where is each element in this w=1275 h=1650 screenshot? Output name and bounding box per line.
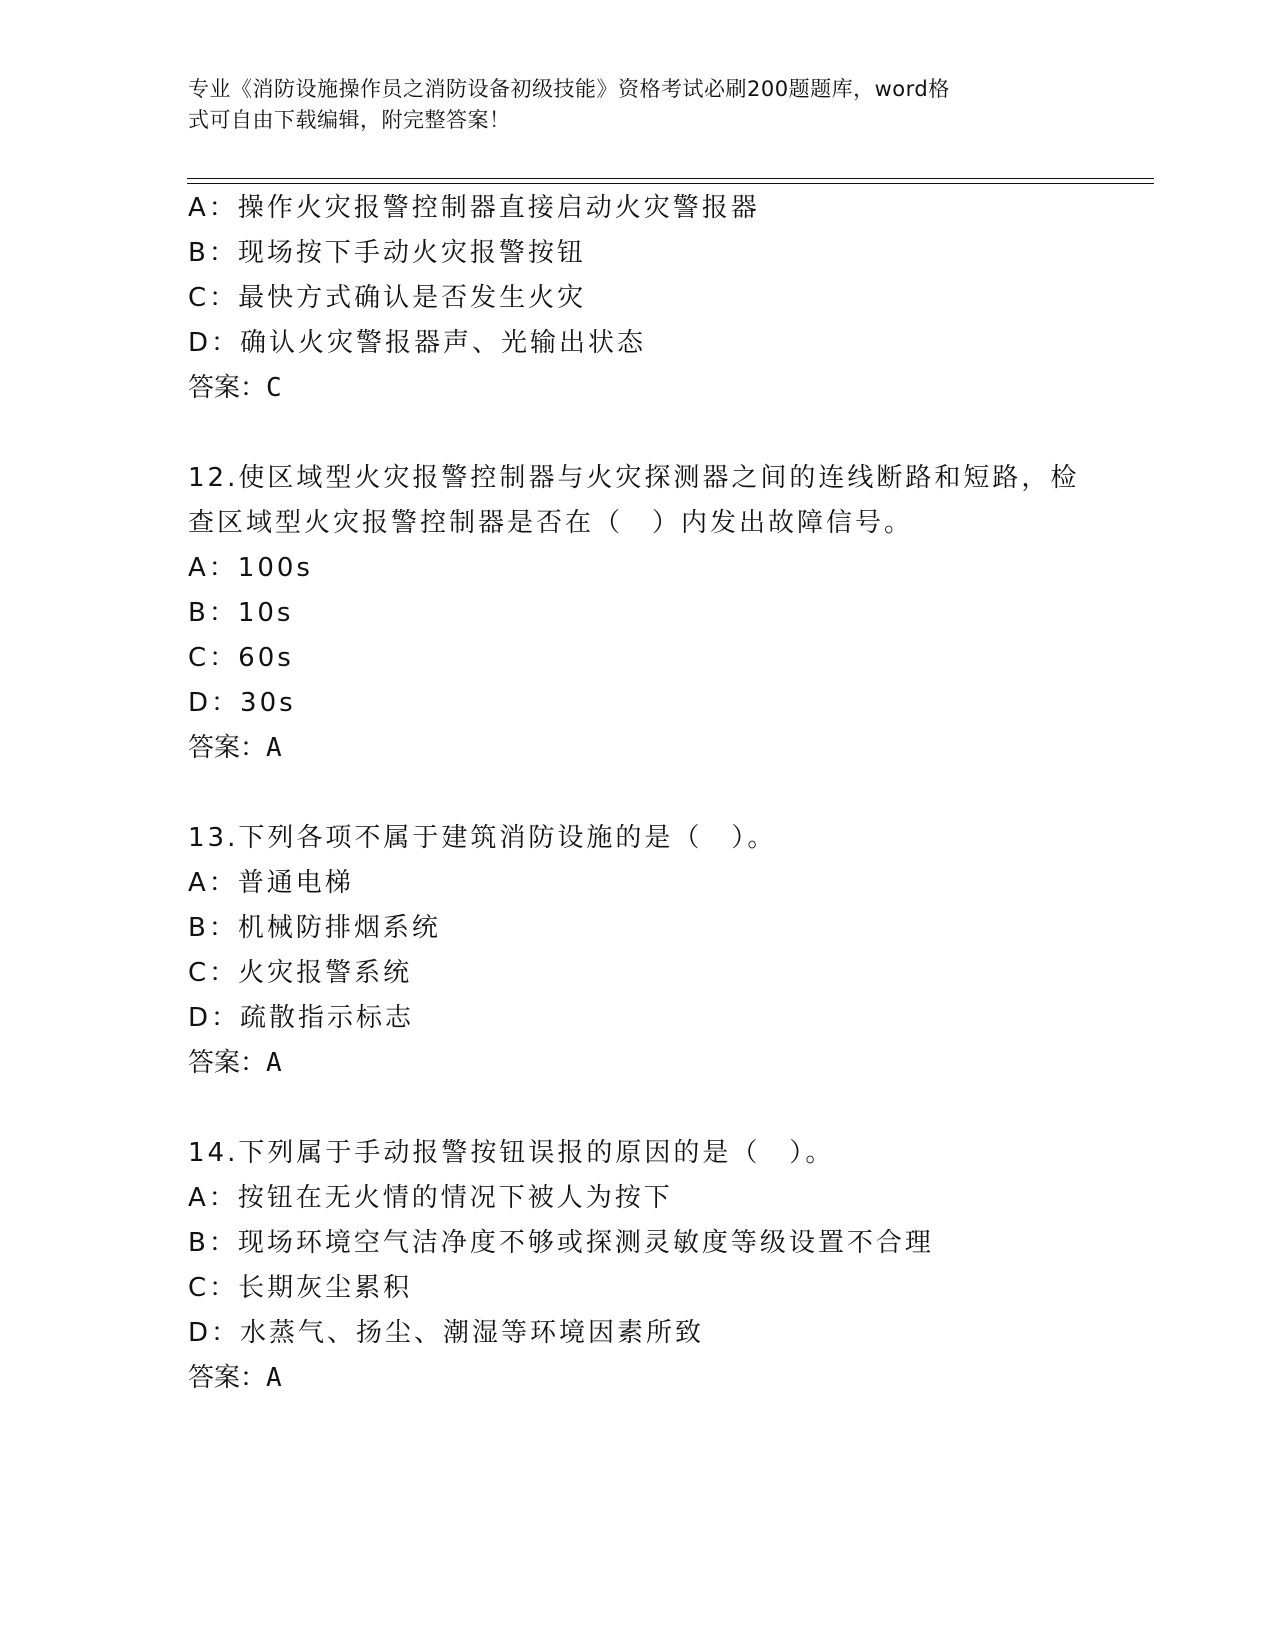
answer: [188, 1048, 282, 1078]
option-b: B：现场按下手动火灾报警按钮: [188, 238, 586, 268]
answer: [188, 373, 282, 403]
answer-label: 答案：: [188, 1363, 267, 1393]
question-stem-line-2: 查区域型火灾报警控制器是否在（ ）内发出故障信号。: [188, 508, 914, 538]
answer-label: 答案：: [188, 733, 267, 763]
answer-value: A: [266, 1048, 282, 1078]
document-header: [188, 74, 1068, 136]
answer-label: 答案：: [188, 373, 267, 403]
option-b: B：机械防排烟系统: [188, 913, 441, 943]
header-line-1: 专业《消防设施操作员之消防设备初级技能》资格考试必刷200题题库，word格: [188, 77, 950, 101]
header-rule-top: [187, 178, 1154, 179]
option-a: A：100s: [188, 553, 313, 583]
option-a: A：操作火灾报警控制器直接启动火灾警报器: [188, 193, 760, 223]
answer-value: A: [266, 1363, 282, 1393]
option-c: C：长期灰尘累积: [188, 1273, 413, 1303]
question-stem: 14.下列属于手动报警按钮误报的原因的是（ ）。: [188, 1138, 835, 1168]
option-d: D：30s: [188, 688, 296, 718]
option-d: D：水蒸气、扬尘、潮湿等环境因素所致: [188, 1318, 705, 1348]
question-stem: 13.下列各项不属于建筑消防设施的是（ ）。: [188, 823, 777, 853]
answer: [188, 733, 282, 763]
answer-label: 答案：: [188, 1048, 267, 1078]
option-b: B：10s: [188, 598, 294, 628]
header-rule-bottom: [187, 183, 1154, 184]
option-d: D：确认火灾警报器声、光输出状态: [188, 328, 647, 358]
option-c: C：60s: [188, 643, 294, 673]
answer-value: A: [266, 733, 282, 763]
option-a: A：按钮在无火情的情况下被人为按下: [188, 1183, 673, 1213]
option-d: D：疏散指示标志: [188, 1003, 415, 1033]
option-c: C：火灾报警系统: [188, 958, 413, 988]
answer: [188, 1363, 282, 1393]
answer-value: C: [266, 373, 282, 403]
header-line-2: 式可自由下载编辑，附完整答案！: [188, 108, 511, 132]
option-b: B：现场环境空气洁净度不够或探测灵敏度等级设置不合理: [188, 1228, 934, 1258]
option-c: C：最快方式确认是否发生火灾: [188, 283, 587, 313]
option-a: A：普通电梯: [188, 868, 354, 898]
question-stem-line-1: 12.使区域型火灾报警控制器与火灾探测器之间的连线断路和短路，检: [188, 463, 1080, 493]
